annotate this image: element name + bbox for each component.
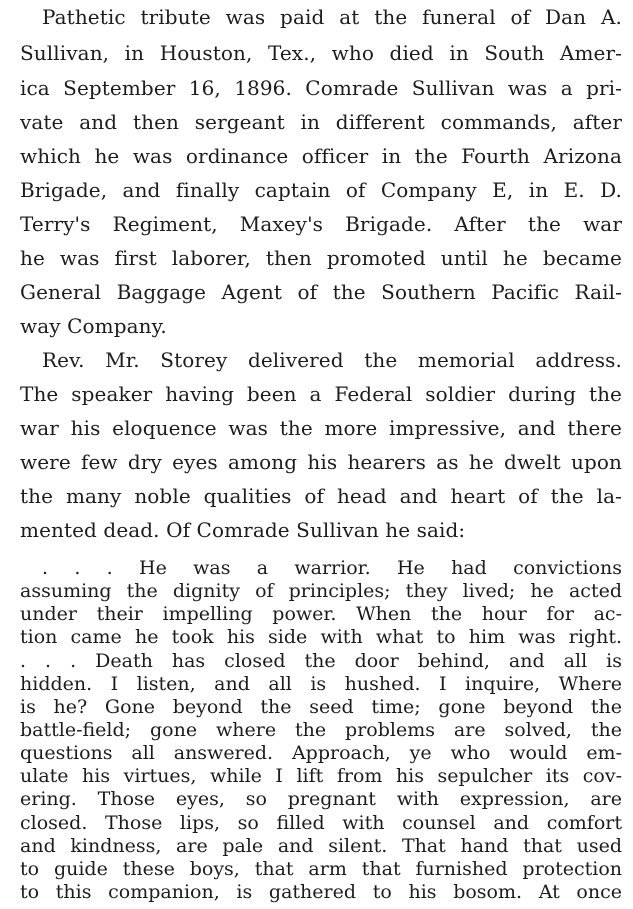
text-line: to guide these boys, that arm that furnished protection (20, 857, 622, 880)
text-line: questions all answered. Approach, ye who would em- (20, 742, 622, 765)
text-line: to this companion, is gathered to his bosom. At once (20, 881, 622, 903)
text-line: under their impelling power. When the hour for ac- (20, 603, 622, 626)
text-line: and kindness, are pale and silent. That hand that used (20, 834, 622, 857)
text-line: war his eloquence was the more impressive, and there (20, 416, 622, 440)
text-line: way Company. (20, 314, 167, 338)
text-line: ica September 16, 1896. Comrade Sullivan was a pri- (20, 76, 622, 100)
text-line: which he was ordinance officer in the Fourth Arizona (20, 144, 622, 168)
text-line: hidden. I listen, and all is hushed. I inquire, Where (20, 672, 622, 695)
text-line: ulate his virtues, while I lift from his sepulcher its cov- (20, 765, 622, 788)
text-line: The speaker having been a Federal soldier during the (20, 382, 622, 406)
text-line: were few dry eyes among his hearers as he dwelt upon (20, 450, 622, 474)
text-line: closed. Those lips, so filled with counsel and comfort (20, 811, 622, 834)
text-line: assuming the dignity of principles; they lived; he acted (20, 580, 622, 603)
text-line: vate and then sergeant in different commands, after (20, 110, 622, 134)
text-line: General Baggage Agent of the Southern Pacific Rail- (20, 280, 622, 304)
text-line: mented dead. Of Comrade Sullivan he said: (20, 518, 466, 542)
text-line: tion came he took his side with what to him was right. (20, 626, 622, 649)
text-line: he was first laborer, then promoted until he became (20, 246, 622, 270)
text-line: Sullivan, in Houston, Tex., who died in South Amer- (20, 41, 622, 65)
text-line: ering. Those eyes, so pregnant with expression, are (20, 788, 622, 811)
text-line: Brigade, and finally captain of Company E, in E. D. (20, 178, 622, 202)
text-line: . . . Death has closed the door behind, and all is (20, 649, 622, 672)
text-line: . . . He was a warrior. He had convictions (42, 557, 622, 579)
text-line: battle-field; gone where the problems are solved, the (20, 719, 622, 741)
text-line: is he? Gone beyond the seed time; gone beyond the (20, 695, 622, 718)
text-line: Terry's Regiment, Maxey's Brigade. After the war (20, 212, 622, 236)
text-line: Pathetic tribute was paid at the funeral of Dan A. (42, 5, 622, 29)
text-line: Rev. Mr. Storey delivered the memorial address. (42, 348, 622, 372)
text-line: the many noble qualities of head and heart of the la- (20, 484, 622, 508)
